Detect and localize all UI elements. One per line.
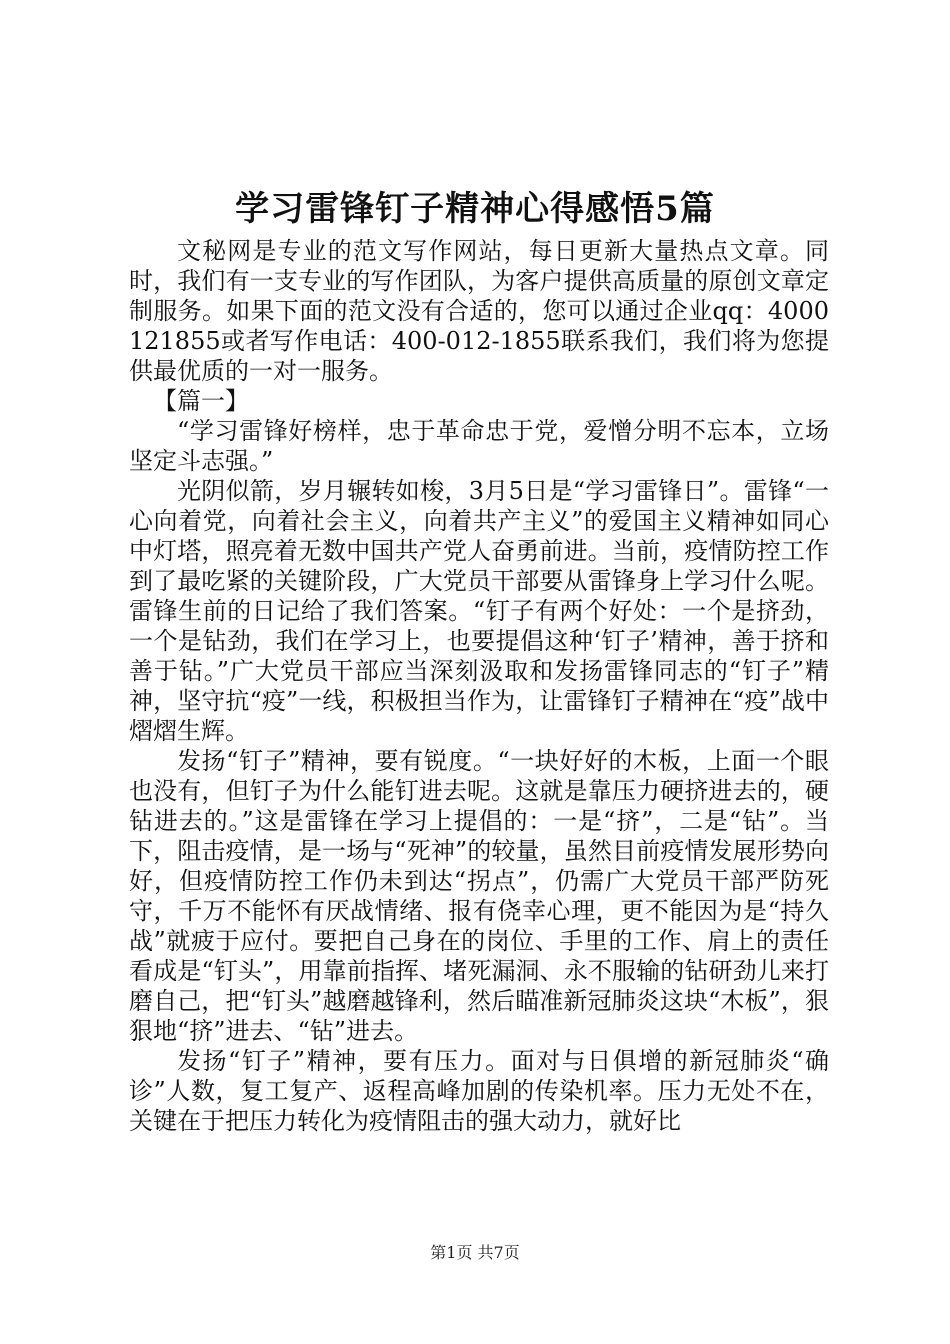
page-indicator: 第1页 共7页 bbox=[430, 1243, 520, 1262]
document-body bbox=[129, 236, 829, 1136]
body-paragraph-4: 发扬“钉子”精神，要有压力。面对与日俱增的新冠肺炎“确诊”人数，复工复产、返程高峰加剧的传染机率。压力无处不在，关键在于把压力转化为疫情阻击的强大动力，就好比 bbox=[129, 1047, 829, 1135]
section-heading: 【篇一】 bbox=[153, 387, 249, 415]
body-paragraph-2: 光阴似箭，岁月辗转如梭，3月5日是“学习雷锋日”。雷锋“一心向着党，向着社会主义，向着共产主义”的爱国主义精神如同心中灯塔，照亮着无数中国共产党人奋勇前进。当前，疫情防控工作到了最吃紧的关键阶段，广大党员干部要从雷锋身上学习什么呢。雷锋生前的日记给了我们答案。“钉子有两个好处：一个是挤劲，一个是钻劲，我们在学习上，也要提倡这种‘钉子’精神，善于挤和善于钻。”广大党员干部应当深刻汲取和发扬雷锋同志的“钉子”精神，坚守抗“疫”一线，积极担当作为，让雷锋钉子精神在“疫”战中熠熠生辉。 bbox=[129, 477, 829, 745]
intro-paragraph: 文秘网是专业的范文写作网站，每日更新大量热点文章。同时，我们有一支专业的写作团队，为客户提供高质量的原创文章定制服务。如果下面的范文没有合适的，您可以通过企业qq：4000121855或者写作电话：400-012-1855联系我们，我们将为您提供最优质的一对一服务。 bbox=[129, 237, 829, 385]
page-title: 学习雷锋钉子精神心得感悟5篇 bbox=[235, 189, 715, 229]
body-paragraph-1: “学习雷锋好榜样，忠于革命忠于党，爱憎分明不忘本，立场坚定斗志强。” bbox=[129, 417, 829, 475]
body-paragraph-3: 发扬“钉子”精神，要有锐度。“一块好好的木板，上面一个眼也没有，但钉子为什么能钉进去呢。这就是靠压力硬挤进去的，硬钻进去的。”这是雷锋在学习上提倡的：一是“挤”，二是“钻”。当下，阻击疫情，是一场与“死神”的较量，虽然目前疫情发展形势向好，但疫情防控工作仍未到达“拐点”，仍需广大党员干部严防死守，千万不能怀有厌战情绪、报有侥幸心理，更不能因为是“持久战”就疲于应付。要把自己身在的岗位、手里的工作、肩上的责任看成是“钉头”，用靠前指挥、堵死漏洞、永不服输的钻研劲儿来打磨自己，把“钉头”越磨越锋利，然后瞄准新冠肺炎这块“木板”，狠狠地“挤”进去、“钻”进去。 bbox=[129, 747, 829, 1045]
